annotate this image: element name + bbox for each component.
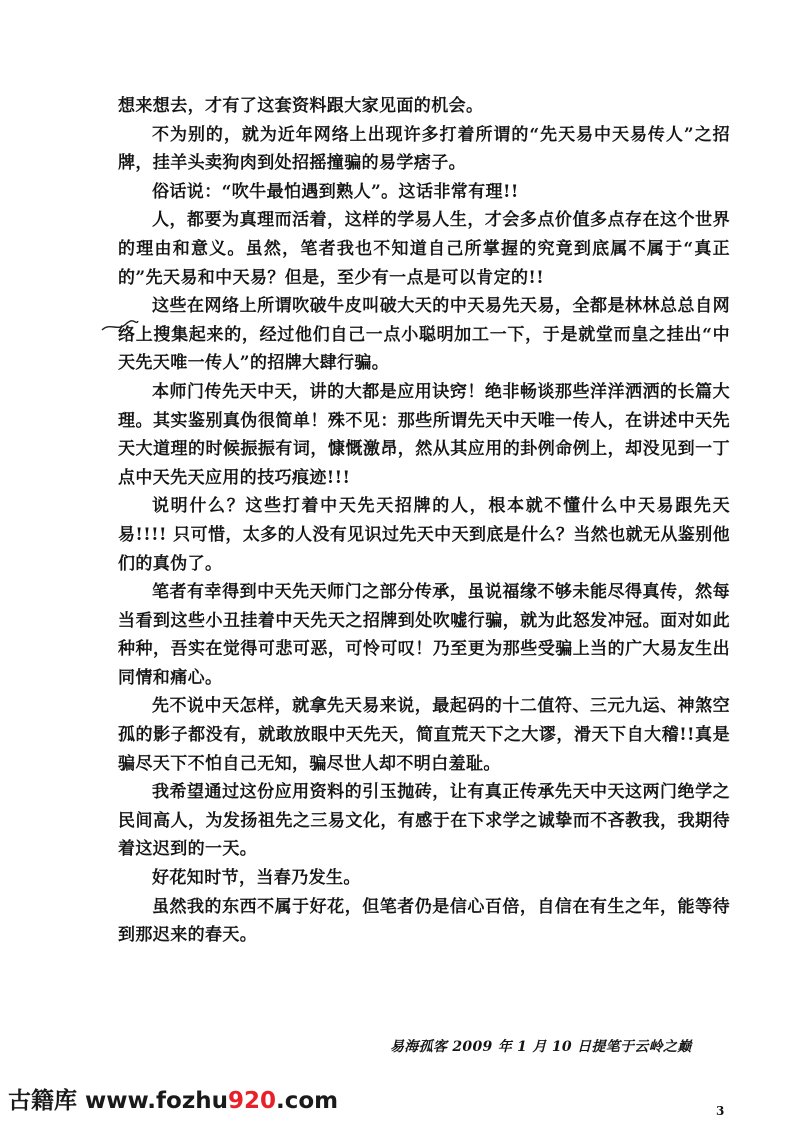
scan-scribble-mark — [100, 318, 140, 334]
paragraph-10: 我希望通过这份应用资料的引玉抛砖，让有真正传承先天中天这两门绝学之民间高人，为发扬祖先之三易文化，有感于在下求学之诚挚而不吝教我，我期待着这迟到的一天。 — [118, 782, 730, 860]
body-text — [118, 92, 730, 950]
signature-line: 易海孤客 2009 年 1 月 10 日提笔于云岭之巅 — [390, 1039, 692, 1055]
paragraph-9: 先不说中天怎样，就拿先天易来说，最起码的十二值符、三元九运、神煞空孤的影子都没有，就敢放眼中天先天，简直荒天下之大谬，滑天下自大稽!!真是骗尽天下不怕自己无知，骗尽世人却不明白羞耻。 — [118, 696, 730, 774]
watermark-suffix: .com — [275, 1088, 339, 1114]
watermark-prefix: 古籍库 www.fozhu — [8, 1088, 228, 1114]
site-watermark — [8, 1082, 338, 1115]
watermark-number: 920 — [227, 1088, 276, 1114]
paragraph-8: 笔者有幸得到中天先天师门之部分传承，虽说福缘不够未能尽得真传，然每当看到这些小丑挂着中天先天之招牌到处吹嘘行骗，就为此怒发冲冠。面对如此种种，吾实在觉得可悲可恶，可怜可叹！乃至更为那些受骗上当的广大易友生出同情和痛心。 — [118, 582, 730, 688]
paragraph-1: 想来想去，才有了这套资料跟大家见面的机会。 — [118, 96, 484, 116]
paragraph-6: 本师门传先天中天，讲的大都是应用诀窍！绝非畅谈那些洋洋洒洒的长篇大理。其实鉴别真伪很简单！殊不见：那些所谓先天中天唯一传人，在讲述中天先天大道理的时候振振有词，慷慨激昂，然从其应用的卦例命例上，却没见到一丁点中天先天应用的技巧痕迹!!! — [118, 381, 730, 488]
paragraph-4: 人，都要为真理而活着，这样的学易人生，才会多点价值多点存在这个世界的理由和意义。虽然，笔者我也不知道自己所掌握的究竟到底属不属于“真正的”先天易和中天易？但是，至少有一点是可以肯定的!! — [118, 210, 730, 288]
paragraph-12: 虽然我的东西不属于好花，但笔者仍是信心百倍，自信在有生之年，能等待到那迟来的春天。 — [118, 896, 730, 946]
paragraph-11: 好花知时节，当春乃发生。 — [152, 868, 361, 889]
paragraph-7: 说明什么？这些打着中天先天招牌的人，根本就不懂什么中天易跟先天易!!!! 只可惜，太多的人没有见识过先天中天到底是什么？当然也就无从鉴别他们的真伪了。 — [118, 496, 730, 574]
paragraph-5: 这些在网络上所谓吹破牛皮叫破大天的中天易先天易，全都是林林总总自网络上搜集起来的，经过他们自己一点小聪明加工一下，于是就堂而皇之挂出“中天先天唯一传人”的招牌大肆行骗。 — [118, 296, 730, 374]
paragraph-3: 俗话说：“吹牛最怕遇到熟人”。这话非常有理!! — [152, 181, 519, 202]
page-number: 3 — [716, 1104, 725, 1118]
paragraph-2: 不为别的，就为近年网络上出现许多打着所谓的“先天易中天易传人”之招牌，挂羊头卖狗肉到处招摇撞骗的易学痞子。 — [118, 124, 730, 174]
